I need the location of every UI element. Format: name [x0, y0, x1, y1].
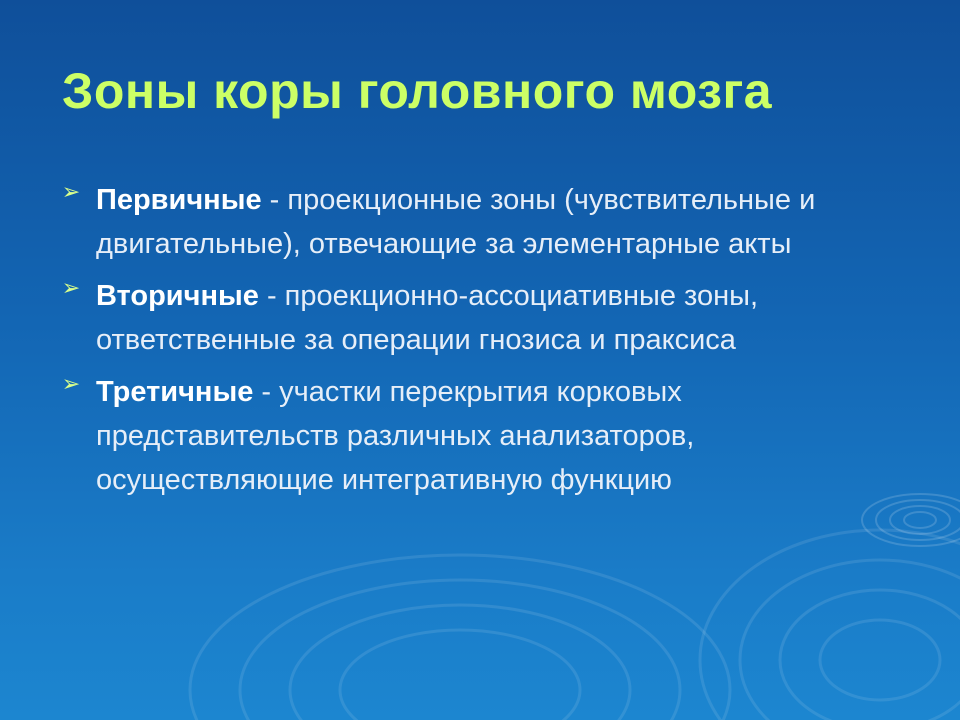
list-item: [60, 274, 880, 362]
bullet-list: [60, 178, 880, 510]
chevron-right-icon: ➢: [61, 371, 81, 396]
bullet-text: [96, 274, 880, 362]
chevron-right-icon: ➢: [61, 275, 81, 300]
slide-title: Зоны коры головного мозга: [62, 63, 773, 119]
bullet-text: [96, 178, 880, 266]
list-item: [60, 178, 880, 266]
bullet-description: - проекционно-ассоциативные зоны, ответственные за операции гнозиса и праксиса: [96, 280, 759, 356]
bullet-description: - участки перекрытия корковых представительств различных анализаторов, осуществляющие интегративную функцию: [96, 376, 695, 496]
chevron-right-icon: ➢: [61, 179, 81, 204]
bullet-term: Вторичные: [96, 280, 259, 312]
bullet-text: [96, 370, 880, 502]
list-item: [60, 370, 880, 502]
bullet-term: Третичные: [96, 376, 254, 408]
bullet-description: - проекционные зоны (чувствительные и двигательные), отвечающие за элементарные акты: [96, 184, 816, 260]
bullet-term: Первичные: [96, 184, 262, 216]
